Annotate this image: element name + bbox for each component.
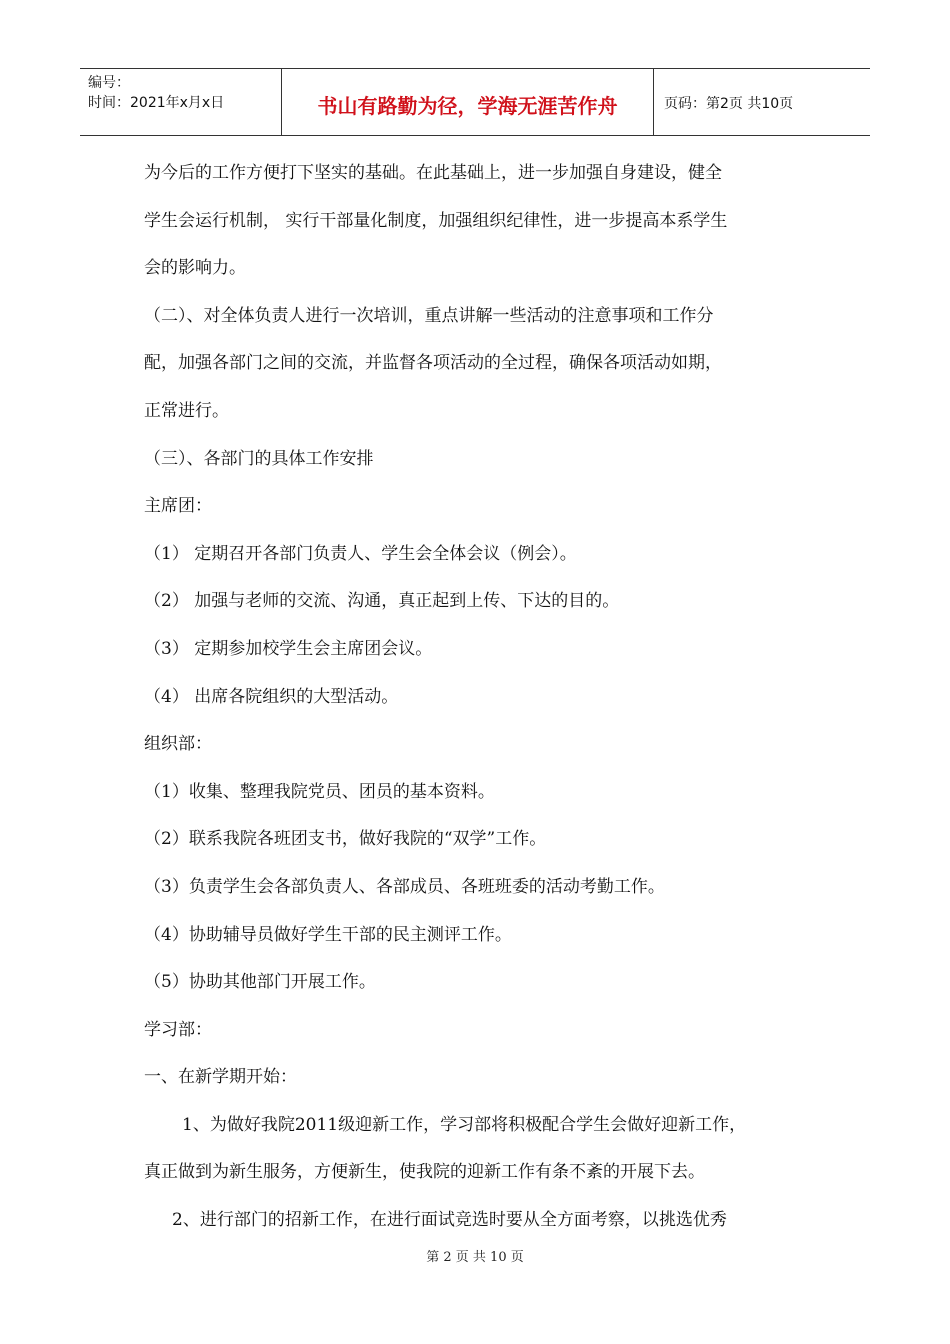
page-footer: 第 2 页 共 10 页 bbox=[426, 1250, 524, 1265]
text-line: 会的影响力。 bbox=[144, 258, 246, 279]
list-item: （3） 定期参加校学生会主席团会议。 bbox=[144, 638, 433, 659]
text-line: 学生会运行机制， 实行干部量化制度，加强组织纪律性，进一步提高本系学生 bbox=[144, 210, 728, 231]
text-line: （二）、对全体负责人进行一次培训，重点讲解一些活动的注意事项和工作分 bbox=[144, 305, 714, 326]
list-item: （1） 定期召开各部门负责人、学生会全体会议（例会）。 bbox=[144, 543, 577, 564]
number-label: 编号： bbox=[88, 75, 130, 91]
section-heading: （三）、各部门的具体工作安排 bbox=[144, 448, 374, 469]
list-item: （3）负责学生会各部负责人、各部成员、各班班委的活动考勤工作。 bbox=[144, 876, 665, 897]
department-heading: 学习部： bbox=[144, 1019, 212, 1040]
paragraph-line: 1、为做好我院2011级迎新工作，学习部将积极配合学生会做好迎新工作， bbox=[182, 1114, 747, 1135]
page-header bbox=[80, 68, 870, 136]
header-motto: 书山有路勤为径，学海无涯苦作舟 bbox=[282, 69, 654, 135]
list-item: （2） 加强与老师的交流、沟通，真正起到上传、下达的目的。 bbox=[144, 591, 620, 612]
list-item: （1）收集、整理我院党员、团员的基本资料。 bbox=[144, 781, 495, 802]
time-label: 时间：2021年x月x日 bbox=[88, 95, 225, 111]
paragraph-line: 2、进行部门的招新工作，在进行面试竞选时要从全方面考察，以挑选优秀 bbox=[172, 1210, 727, 1231]
department-heading: 主席团： bbox=[144, 496, 212, 517]
list-item: （4）协助辅导员做好学生干部的民主测评工作。 bbox=[144, 924, 512, 945]
text-line: 为今后的工作方便打下坚实的基础。在此基础上，进一步加强自身建设，健全 bbox=[144, 163, 722, 183]
list-item: （2）联系我院各班团支书，做好我院的“双学”工作。 bbox=[144, 829, 547, 850]
text-line: 配，加强各部门之间的交流，并监督各项活动的全过程，确保各项活动如期， bbox=[144, 353, 722, 374]
header-page-code: 页码：第2页 共10页 bbox=[664, 96, 794, 112]
header-meta bbox=[80, 69, 282, 135]
paragraph-line: 真正做到为新生服务，方便新生，使我院的迎新工作有条不紊的开展下去。 bbox=[144, 1162, 705, 1183]
list-item: （4） 出席各院组织的大型活动。 bbox=[144, 686, 399, 707]
department-heading: 组织部： bbox=[144, 734, 212, 755]
subsection-heading: 一、在新学期开始： bbox=[144, 1067, 297, 1088]
document-body bbox=[144, 150, 814, 1245]
list-item: （5）协助其他部门开展工作。 bbox=[144, 972, 376, 993]
text-line: 正常进行。 bbox=[144, 400, 229, 421]
